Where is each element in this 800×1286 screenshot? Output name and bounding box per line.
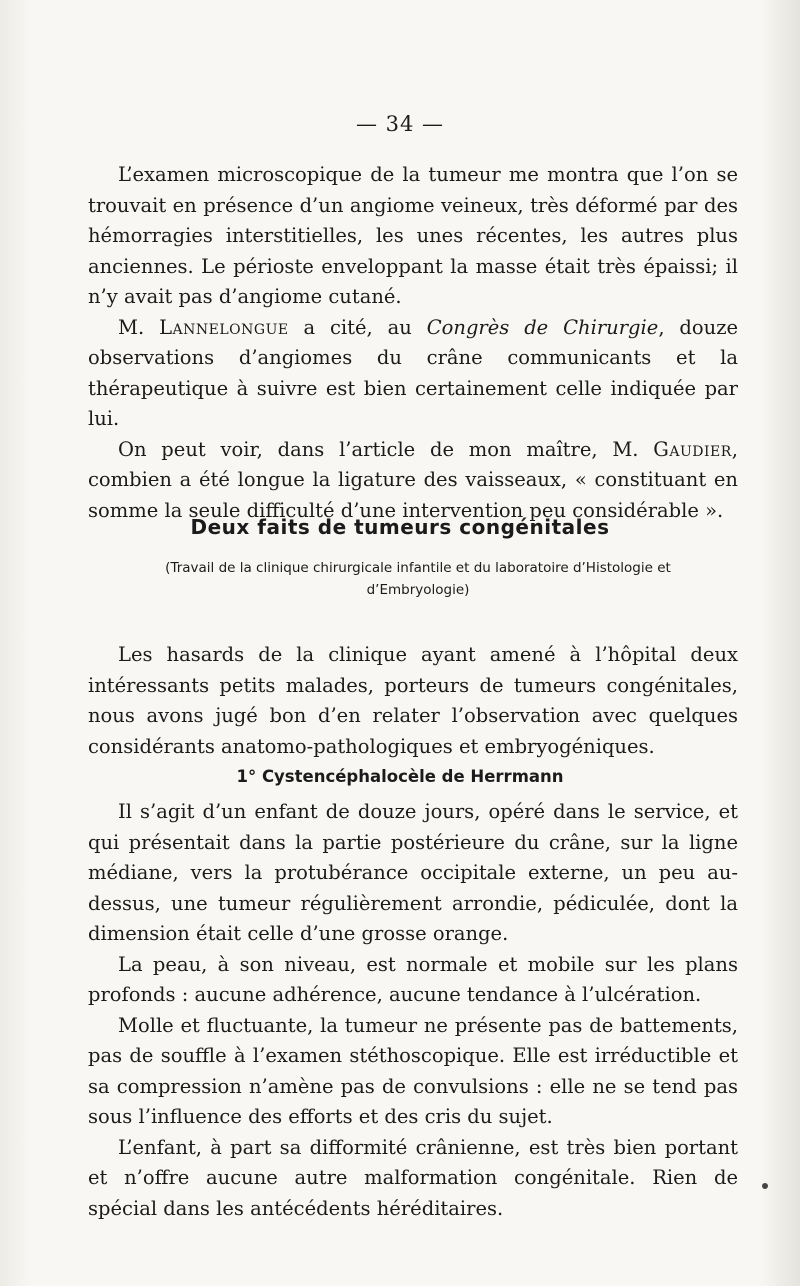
- lannelongue-prefix: M.: [118, 315, 160, 339]
- gaudier-paragraph: [88, 435, 738, 527]
- examination-paragraph: Molle et fluctuante, la tumeur ne présente pas de battements, pas de souffle à l’examen stéthoscopique. Elle est irréductible et sa compression n’amène pas de convulsions : elle ne se tend pas sous l’influence des efforts et des cris du sujet.: [88, 1013, 738, 1128]
- lannelongue-suffix: , douze observations d’angiomes du crâne communicants et la thérapeutique à suivre est bien certainement celle indiquée par lui.: [88, 315, 739, 430]
- case-text-block: [88, 797, 738, 1224]
- opening-text-block: [88, 160, 738, 526]
- author-name-gaudier: Gaudier: [653, 437, 732, 461]
- general-state-paragraph: L’enfant, à part sa difformité crânienne, est très bien portant et n’offre aucune autre malformation congénitale. Rien de spécial dans les antécédents héréditaires.: [88, 1135, 738, 1220]
- section-heading: Deux faits de tumeurs congénitales: [190, 515, 610, 539]
- section-subheading: (Travail de la clinique chirurgicale infantile et du laboratoire d’Histologie et d’Embryologie): [165, 560, 671, 598]
- subsection-heading: 1° Cystencéphalocèle de Herrmann: [236, 767, 564, 786]
- page-number: — 34 —: [355, 112, 445, 136]
- gaudier-prefix: On peut voir, dans l’article de mon maître, M.: [118, 437, 654, 461]
- ink-spot: [762, 1183, 768, 1189]
- section-intro-block: [88, 640, 738, 762]
- case-description-paragraph: Il s’agit d’un enfant de douze jours, opéré dans le service, et qui présentait dans la partie postérieure du crâne, sur la ligne médiane, vers la protubérance occipitale externe, un peu au-dessus, une tumeur régulièrement arrondie, pédiculée, dont la dimension était celle d’une grosse orange.: [88, 800, 738, 945]
- lannelongue-middle: a cité, au: [288, 315, 427, 339]
- congress-title: Congrès de Chirurgie: [426, 315, 659, 339]
- microscopy-paragraph: L’examen microscopique de la tumeur me montra que l’on se trouvait en présence d’un angiome veineux, très déformé par des hémorragies interstitielles, les unes récentes, les autres plus anciennes. Le périoste enveloppant la masse était très épaissi; il n’y avait pas d’angiome cutané.: [88, 163, 738, 308]
- skin-paragraph: La peau, à son niveau, est normale et mobile sur les plans profonds : aucune adhérence, aucune tendance à l’ulcération.: [88, 952, 738, 1006]
- author-name-lannelongue: Lannelongue: [159, 315, 289, 339]
- section-intro-paragraph: Les hasards de la clinique ayant amené à l’hôpital deux intéressants petits malades, porteurs de tumeurs congénitales, nous avons jugé bon d’en relater l’observation avec quelques considérants anatomo-pathologiques et embryogéniques.: [88, 643, 738, 758]
- gaudier-suffix: , combien a été longue la ligature des vaisseaux, « constituant en somme la seule difficulté d’une intervention peu considérable ».: [88, 437, 738, 522]
- lannelongue-paragraph: [88, 313, 738, 435]
